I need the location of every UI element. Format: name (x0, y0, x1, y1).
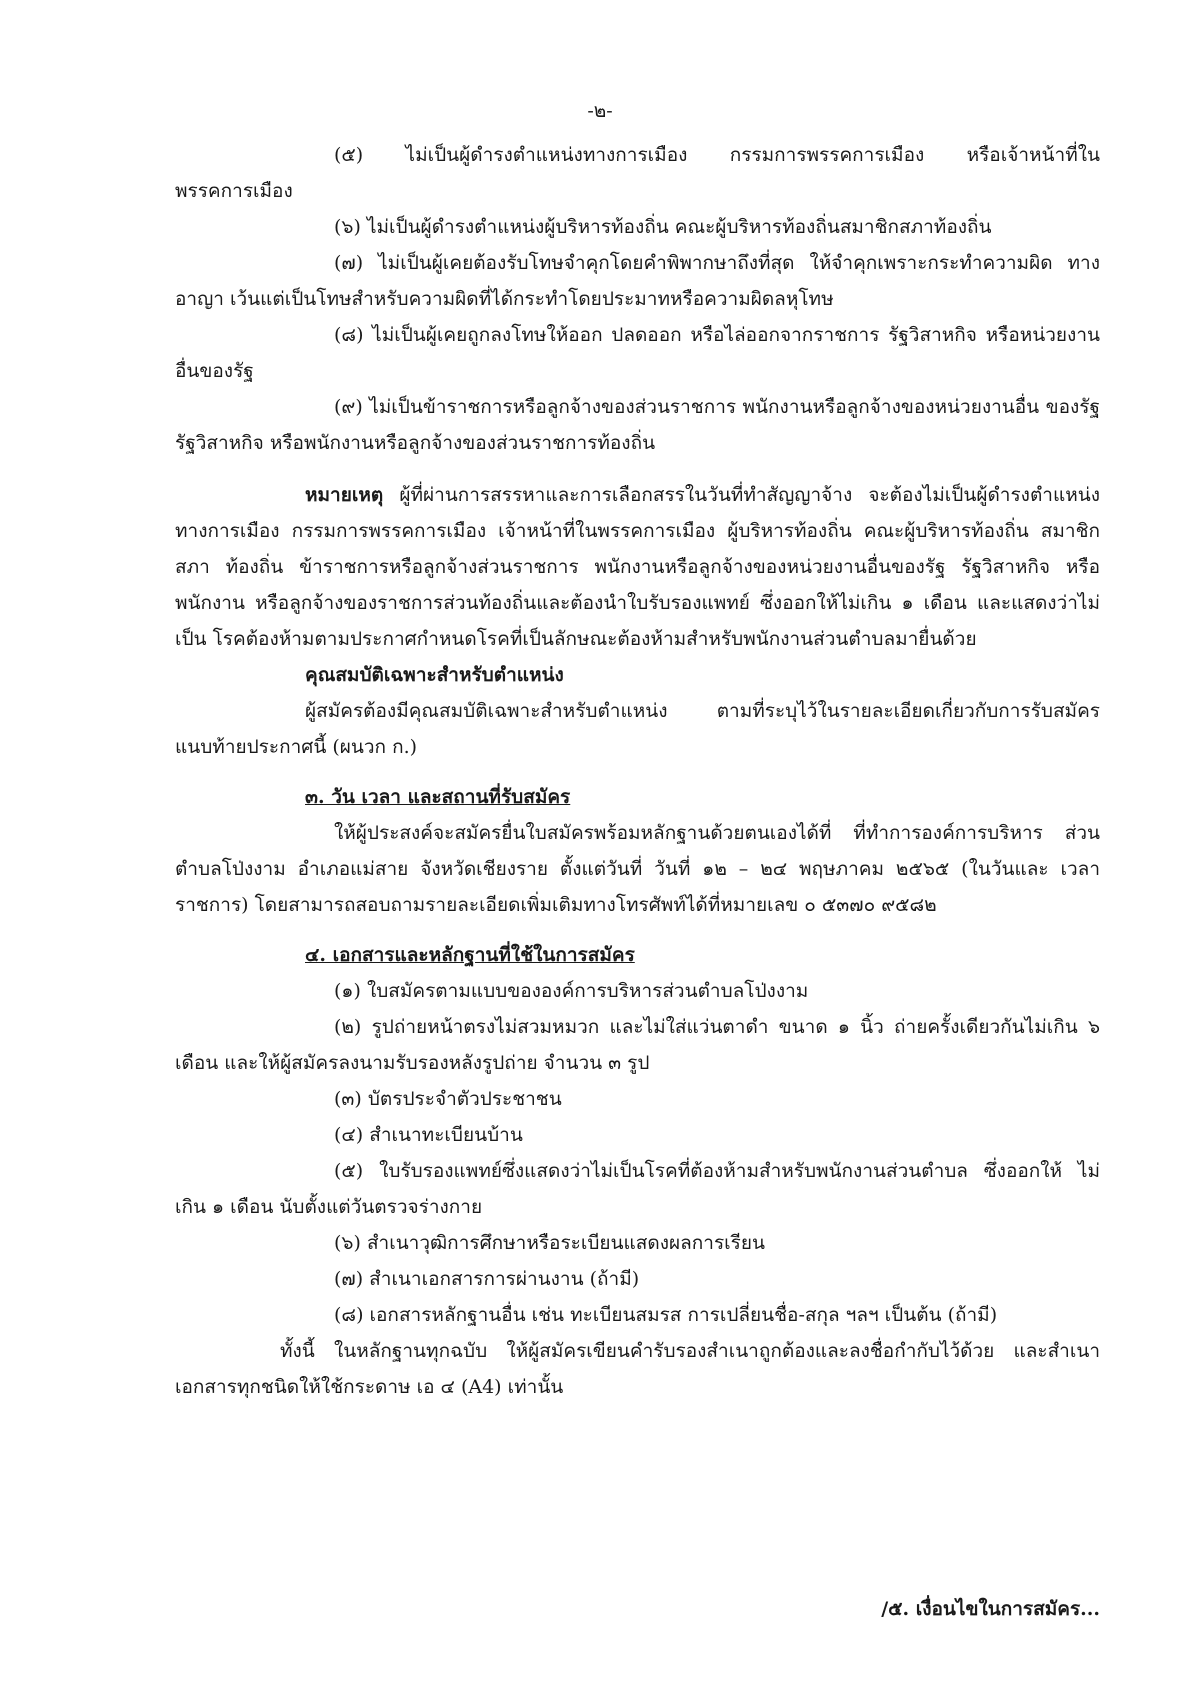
document-item: (๗) สำเนาเอกสารการผ่านงาน (ถ้ามี) (334, 1268, 640, 1290)
document-item: (๑) ใบสมัครตามแบบขององค์การบริหารส่วนตำบลโป่งงาม (334, 980, 809, 1002)
document-item: (๔) สำเนาทะเบียนบ้าน (334, 1124, 523, 1146)
document-item: (๒) รูปถ่ายหน้าตรงไม่สวมหมวก และไม่ใส่แว่นตาดำ ขนาด ๑ นิ้ว ถ่ายครั้งเดียวกันไม่เกิน ๖ เดือน และให้ผู้สมัครลงนามรับรองหลังรูปถ่าย จำนวน ๓ รูป (175, 1016, 1101, 1074)
document-body (175, 137, 1100, 1405)
document-item: (๕) ใบรับรองแพทย์ซึ่งแสดงว่าไม่เป็นโรคที่ต้องห้ามสำหรับพนักงานส่วนตำบล ซึ่งออกให้ ไม่เกิน ๑ เดือน นับตั้งแต่วันตรวจร่างกาย (175, 1160, 1100, 1218)
document-item: (๘) เอกสารหลักฐานอื่น เช่น ทะเบียนสมรส การเปลี่ยนชื่อ-สกุล ฯลฯ เป็นต้น (ถ้ามี) (334, 1304, 998, 1326)
specific-qualification-heading: คุณสมบัติเฉพาะสำหรับตำแหน่ง (305, 664, 564, 686)
note-paragraph (175, 477, 1100, 657)
section-3-heading: ๓. วัน เวลา และสถานที่รับสมัคร (305, 786, 571, 808)
qualification-item: (๙) ไม่เป็นข้าราชการหรือลูกจ้างของส่วนราชการ พนักงานหรือลูกจ้างของหน่วยงานอื่น ของรัฐ รัฐวิสาหกิจ หรือพนักงานหรือลูกจ้างของส่วนราชการท้องถิ่น (175, 396, 1100, 454)
qualification-item: (๕) ไม่เป็นผู้ดำรงตำแหน่งทางการเมือง กรรมการพรรคการเมือง หรือเจ้าหน้าที่ในพรรคการเมือง (175, 144, 1100, 202)
qualification-item: (๗) ไม่เป็นผู้เคยต้องรับโทษจำคุกโดยคำพิพากษาถึงที่สุด ให้จำคุกเพราะกระทำความผิด ทางอาญา เว้นแต่เป็นโทษสำหรับความผิดที่ได้กระทำโดยประมาทหรือความผิดลหุโทษ (175, 252, 1101, 310)
qualification-item: (๖) ไม่เป็นผู้ดำรงตำแหน่งผู้บริหารท้องถิ่น คณะผู้บริหารท้องถิ่นสมาชิกสภาท้องถิ่น (334, 216, 992, 238)
section-4-heading: ๔. เอกสารและหลักฐานที่ใช้ในการสมัคร (305, 944, 635, 966)
qualification-list (175, 137, 1100, 461)
note-text: ผู้ที่ผ่านการสรรหาและการเลือกสรรในวันที่ทำสัญญาจ้าง จะต้องไม่เป็นผู้ดำรงตำแหน่ง ทางการเมือง กรรมการพรรคการเมือง เจ้าหน้าที่ในพรรคการเมือง ผู้บริหารท้องถิ่น คณะผู้บริหารท้องถิ่น สมาชิกสภา ท้องถิ่น ข้าราชการหรือลูกจ้างส่วนราชการ พนักงานหรือลูกจ้างของหน่วยงานอื่นของรัฐ รัฐวิสาหกิจ หรือพนักงาน หรือลูกจ้างของราชการส่วนท้องถิ่นและต้องนำใบรับรองแพทย์ ซึ่งออกให้ไม่เกิน ๑ เดือน และแสดงว่าไม่เป็น โรคต้องห้ามตามประกาศกำหนดโรคที่เป็นลักษณะต้องห้ามสำหรับพนักงานส่วนตำบลมายื่นด้วย (175, 484, 1100, 650)
document-list (175, 973, 1100, 1333)
document-item: (๓) บัตรประจำตัวประชาชน (334, 1088, 562, 1110)
qualification-item: (๘) ไม่เป็นผู้เคยถูกลงโทษให้ออก ปลดออก หรือไล่ออกจากราชการ รัฐวิสาหกิจ หรือหน่วยงาน อื่นของรัฐ (175, 324, 1100, 382)
note-label: หมายเหตุ (305, 484, 384, 506)
section-3-text: ให้ผู้ประสงค์จะสมัครยื่นใบสมัครพร้อมหลักฐานด้วยตนเองได้ที่ ที่ทำการองค์การบริหาร ส่วนตำบลโป่งงาม อำเภอแม่สาย จังหวัดเชียงราย ตั้งแต่วันที่ วันที่ ๑๒ – ๒๔ พฤษภาคม ๒๕๖๕ (ในวันและ เวลาราชการ) โดยสามารถสอบถามรายละเอียดเพิ่มเติมทางโทรศัพท์ได้ที่หมายเลข ๐ ๕๓๗๐ ๙๕๘๒ (175, 822, 1100, 916)
specific-qualification-text: ผู้สมัครต้องมีคุณสมบัติเฉพาะสำหรับตำแหน่ง ตามที่ระบุไว้ในรายละเอียดเกี่ยวกับการรับสมัคร แนบท้ายประกาศนี้ (ผนวก ก.) (175, 700, 1100, 758)
document-item: (๖) สำเนาวุฒิการศึกษาหรือระเบียนแสดงผลการเรียน (334, 1232, 765, 1254)
section-4-closing: ทั้งนี้ ในหลักฐานทุกฉบับ ให้ผู้สมัครเขียนคำรับรองสำเนาถูกต้องและลงชื่อกำกับไว้ด้วย และสำเนาเอกสารทุกชนิดให้ใช้กระดาษ เอ ๔ (A4) เท่านั้น (175, 1340, 1100, 1398)
page-number: -๒- (587, 100, 613, 122)
continuation-footer: /๕. เงื่อนไขในการสมัคร... (881, 1598, 1100, 1620)
